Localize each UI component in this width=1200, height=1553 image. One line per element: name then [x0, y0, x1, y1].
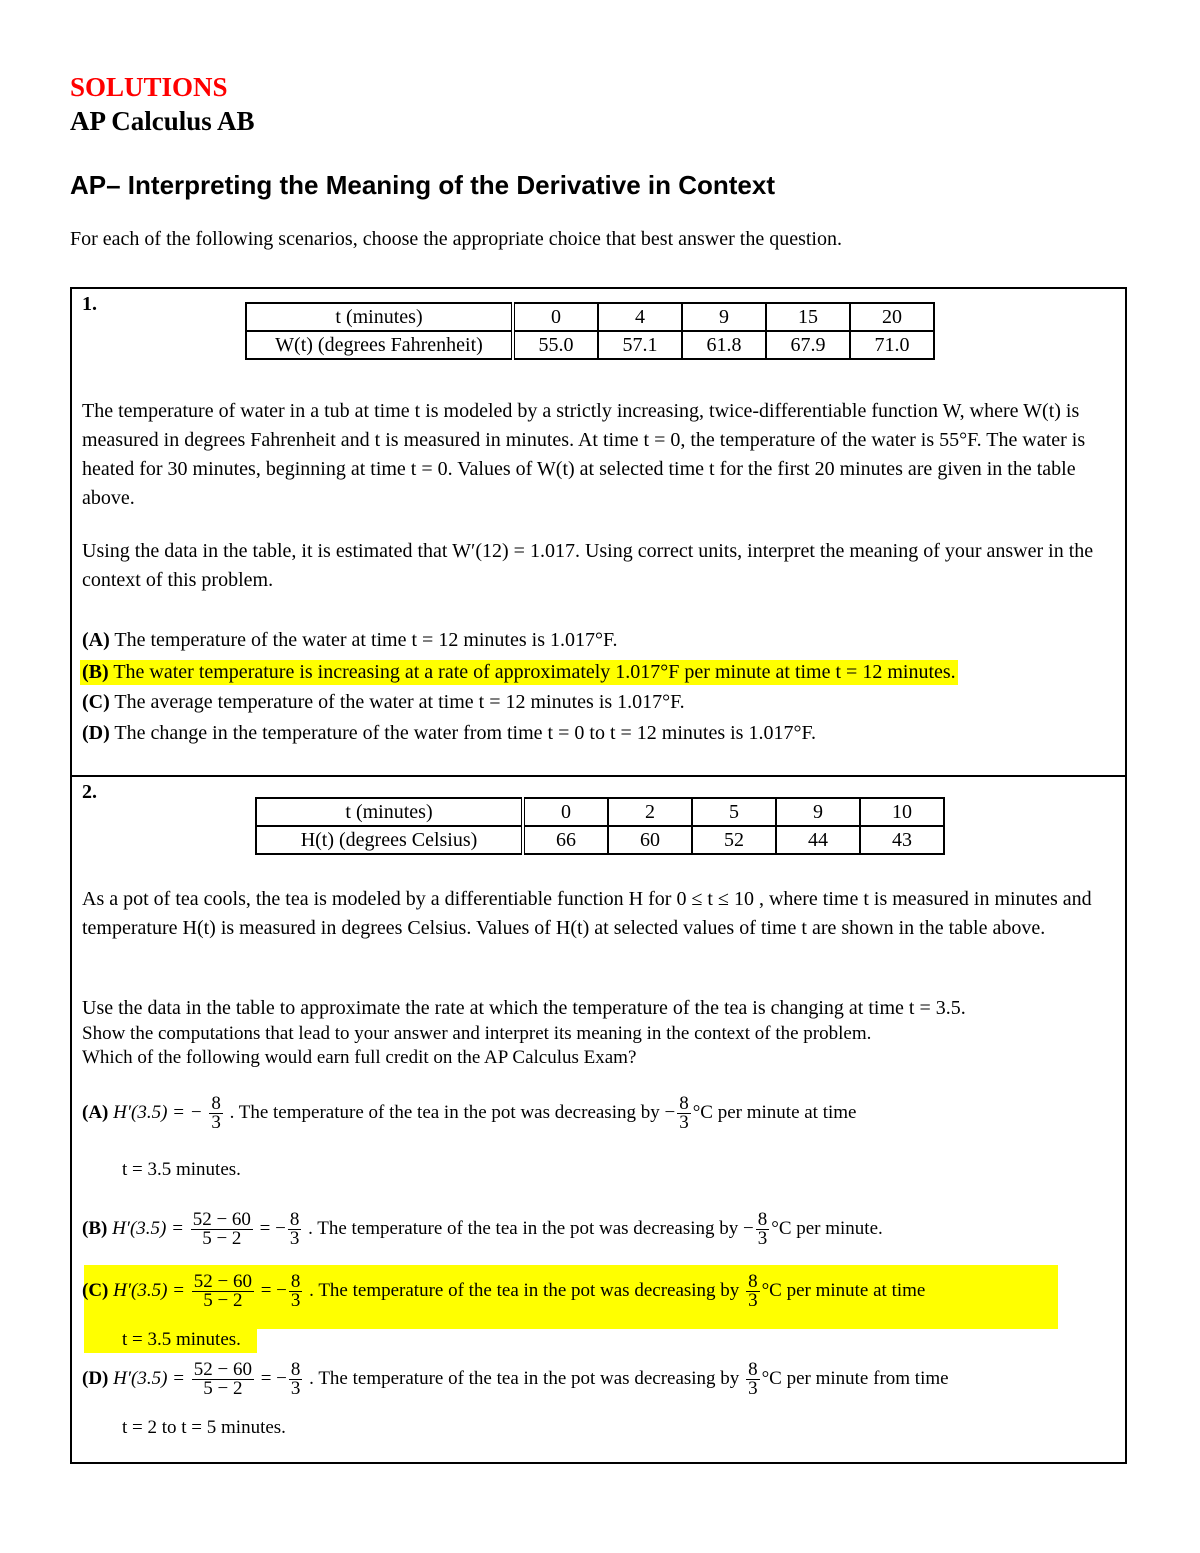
question-2-prompt-line-1: Use the data in the table to approximate the rate at which the temperature of the tea is changing at time t = 3.5. [82, 997, 966, 1019]
choice-label: (B) [82, 1217, 108, 1239]
fraction: $\frac{52 - 60}{5 - 2}$ [193, 1359, 252, 1399]
table-cell: 20 [850, 303, 934, 331]
choice-text: . The temperature of the tea in the pot was decreasing by [308, 1217, 743, 1239]
choice-c-continuation: t = 3.5 minutes. [122, 1329, 241, 1350]
table-cell: 57.1 [598, 331, 682, 359]
fraction: $\frac{52 - 60}{5 - 2}$ [193, 1271, 252, 1311]
course-heading: AP Calculus AB [70, 106, 255, 136]
table-cell: 10 [860, 798, 944, 826]
fraction: $\frac{8}{3}$ [748, 1271, 758, 1311]
choice-b[interactable]: (B) H′(3.5) = $\frac{52 - 60}{5 - 2}$ = − $\frac{8}{3}$ . The temperature of the tea in the pot was decreasing by − $\frac{8}{3}$ °C per minute. [82, 1209, 883, 1249]
fraction: $\frac{8}{3}$ [289, 1209, 300, 1249]
fraction: $\frac{8}{3}$ [290, 1359, 301, 1399]
fraction: $\frac{8}{3}$ [757, 1209, 768, 1249]
table-row [246, 303, 934, 331]
choice-a-continuation: t = 3.5 minutes. [122, 1159, 241, 1180]
instructions: For each of the following scenarios, choose the appropriate choice that best answer the question. [70, 228, 842, 250]
question-2-scenario: As a pot of tea cools, the tea is modeled by a differentiable function H for 0 ≤ t ≤ 10 , where time t is measured in minutes and temperature H(t) is measured in degrees Celsius. Values of H(t) at selected values of time t are shown in the table above. [82, 888, 1092, 939]
table-row [256, 798, 944, 826]
question-1-scenario: The temperature of water in a tub at time t is modeled by a strictly increasing, twice-differentiable function W, where W(t) is measured in degrees Fahrenheit and t is measured in minutes. At time t = 0, the temperature of the water is 55°F. The water is heated for 30 minutes, beginning at time t = 0. Values of W(t) at selected time t for the first 20 minutes are given in the table above. [82, 400, 1086, 509]
question-1-prompt: Using the data in the table, it is estimated that W′(12) = 1.017. Using correct units, interpret the meaning of your answer in the context of this problem. [82, 540, 1094, 591]
table-row [246, 331, 934, 359]
fraction: $\frac{52 - 60}{5 - 2}$ [192, 1209, 251, 1249]
table-cell: 4 [598, 303, 682, 331]
choice-c[interactable] [82, 691, 685, 714]
table-cell: 5 [692, 798, 776, 826]
choice-c-correct[interactable]: (C) H′(3.5) = $\frac{52 - 60}{5 - 2}$ = − $\frac{8}{3}$ . The temperature of the tea in the pot was decreasing by $\frac{8}{3}$ °C per minute at time [82, 1271, 926, 1311]
choice-b-correct[interactable] [80, 660, 958, 685]
choice-label: (A) [82, 1101, 109, 1123]
question-number: 1. [82, 293, 97, 315]
fraction: $\frac{8}{3}$ [290, 1271, 301, 1311]
equation-lhs: H′(3.5) = − [113, 1101, 203, 1123]
table-cell: 66 [523, 826, 608, 854]
table-cell: 44 [776, 826, 860, 854]
equation-lhs: H′(3.5) = [112, 1217, 184, 1239]
question-2-box [70, 775, 1127, 1464]
choice-label: (D) [82, 722, 110, 744]
table-header-cell: t (minutes) [256, 798, 523, 826]
choice-text: The average temperature of the water at time t = 12 minutes is 1.017°F. [114, 691, 685, 713]
choice-a[interactable]: (A) H′(3.5) = − $\frac{8}{3}$ . The temperature of the tea in the pot was decreasing by − $\frac{8}{3}$ °C per minute at time [82, 1093, 857, 1133]
choice-label: (C) [82, 691, 110, 713]
choice-a[interactable] [82, 629, 618, 652]
table-cell: 0 [513, 303, 598, 331]
choice-label: (C) [82, 1279, 109, 1301]
page-title: AP– Interpreting the Meaning of the Derivative in Context [70, 170, 775, 200]
table-cell: 71.0 [850, 331, 934, 359]
choice-d-continuation: t = 2 to t = 5 minutes. [122, 1417, 286, 1438]
choice-label: (D) [82, 1367, 109, 1389]
table-cell: 52 [692, 826, 776, 854]
question-2-prompt-line-3: Which of the following would earn full credit on the AP Calculus Exam? [82, 1047, 637, 1068]
table-cell: 61.8 [682, 331, 766, 359]
table-cell: 55.0 [513, 331, 598, 359]
table-cell: 67.9 [766, 331, 850, 359]
table-header-cell: H(t) (degrees Celsius) [256, 826, 523, 854]
question-2-table [255, 797, 945, 855]
table-row [256, 826, 944, 854]
fraction: $\frac{8}{3}$ [748, 1359, 758, 1399]
table-cell: 43 [860, 826, 944, 854]
choice-label: (B) [82, 661, 109, 683]
table-cell: 0 [523, 798, 608, 826]
table-header-cell: W(t) (degrees Fahrenheit) [246, 331, 513, 359]
choice-text: . The temperature of the tea in the pot was decreasing by [229, 1101, 665, 1123]
table-cell: 9 [682, 303, 766, 331]
question-2-prompt-line-2: Show the computations that lead to your answer and interpret its meaning in the context of the problem. [82, 1023, 872, 1044]
question-1-table [245, 302, 935, 360]
equation-lhs: H′(3.5) = [113, 1367, 185, 1389]
table-cell: 9 [776, 798, 860, 826]
choice-d[interactable] [82, 722, 816, 745]
choice-d[interactable]: (D) H′(3.5) = $\frac{52 - 60}{5 - 2}$ = − $\frac{8}{3}$ . The temperature of the tea in the pot was decreasing by $\frac{8}{3}$ °C per minute from time [82, 1359, 949, 1399]
question-1-box [70, 287, 1127, 777]
fraction: $\frac{8}{3}$ [211, 1093, 221, 1133]
solutions-heading: SOLUTIONS [70, 72, 228, 102]
choice-text: The water temperature is increasing at a rate of approximately 1.017°F per minute at time t = 12 minutes. [113, 661, 956, 683]
choice-text: The temperature of the water at time t = 12 minutes is 1.017°F. [114, 629, 618, 651]
table-header-cell: t (minutes) [246, 303, 513, 331]
table-cell: 2 [608, 798, 692, 826]
equation-lhs: H′(3.5) = [113, 1279, 185, 1301]
table-cell: 15 [766, 303, 850, 331]
choice-text: The change in the temperature of the water from time t = 0 to t = 12 minutes is 1.017°F. [114, 722, 816, 744]
choice-text: . The temperature of the tea in the pot was decreasing by [309, 1367, 745, 1389]
question-number: 2. [82, 781, 97, 803]
choice-label: (A) [82, 629, 110, 651]
choice-text: . The temperature of the tea in the pot was decreasing by [309, 1279, 745, 1301]
table-cell: 60 [608, 826, 692, 854]
fraction: $\frac{8}{3}$ [679, 1093, 689, 1133]
